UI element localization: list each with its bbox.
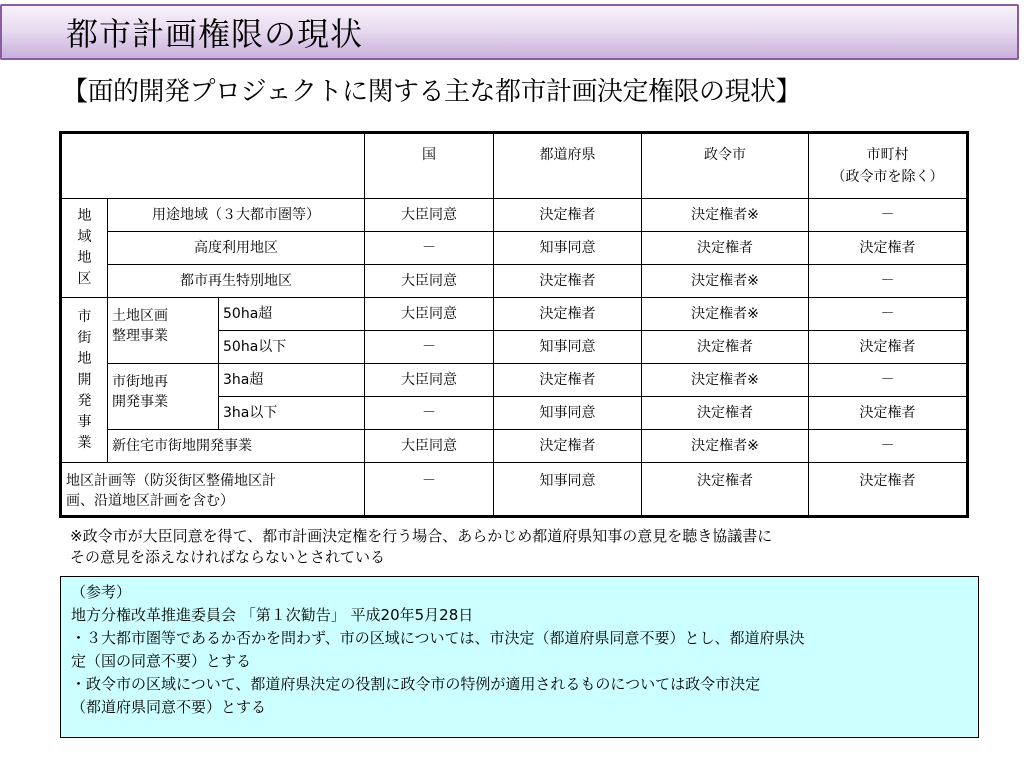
cell-todofuken: 決定権者 (494, 265, 642, 298)
header-todofuken: 都道府県 (494, 133, 642, 199)
footnote-line2: その意見を添えなければならないとされている (70, 548, 386, 566)
cell-kuni: 大臣同意 (365, 430, 494, 463)
cell-todofuken: 知事同意 (494, 463, 642, 517)
cell-shichoson: － (809, 199, 968, 232)
size-kukaku-over: 50ha超 (219, 298, 365, 331)
reference-bullet2-line1: ・政令市の区域について、都道府県決定の役割に政令市の特例が適用されるものについては政令市決定 (71, 675, 761, 693)
cell-shichoson: 決定権者 (809, 463, 968, 517)
cell-seireishi: 決定権者※ (642, 199, 809, 232)
reference-bullet1-line2: 定（国の同意不要）とする (71, 652, 252, 670)
cell-kuni: － (365, 463, 494, 517)
cell-seireishi: 決定権者※ (642, 430, 809, 463)
slide-title: 都市計画権限の現状 (66, 15, 364, 53)
row-label-yoto: 用途地域（３大都市圏等） (108, 199, 365, 232)
title-bar (0, 4, 1019, 60)
cell-shichoson: － (809, 265, 968, 298)
cell-todofuken: 決定権者 (494, 364, 642, 397)
cell-kuni: 大臣同意 (365, 199, 494, 232)
size-saikaihatsu-under: 3ha以下 (219, 397, 365, 430)
reference-bullet1-line1: ・３大都市圏等であるか否かを問わず、市の区域については、市決定（都道府県同意不要）とし、都道府県決 (71, 629, 805, 647)
reference-bullet2-line2: （都道府県同意不要）とする (71, 698, 267, 716)
cell-shichoson: 決定権者 (809, 331, 968, 364)
cell-shichoson: － (809, 298, 968, 331)
cell-seireishi: 決定権者 (642, 397, 809, 430)
cell-todofuken: 決定権者 (494, 298, 642, 331)
cell-shichoson: － (809, 430, 968, 463)
row-label-kodo: 高度利用地区 (108, 232, 365, 265)
header-corner-cell (61, 133, 365, 199)
reference-heading: （参考） (71, 583, 132, 601)
cell-kuni: － (365, 331, 494, 364)
table-row (61, 364, 968, 397)
cell-todofuken: 知事同意 (494, 397, 642, 430)
cell-shichoson: － (809, 364, 968, 397)
cell-kuni: 大臣同意 (365, 265, 494, 298)
header-shichoson-line1: 市町村 (866, 147, 909, 163)
table-row (61, 298, 968, 331)
authority-table (59, 131, 969, 518)
cell-kuni: 大臣同意 (365, 364, 494, 397)
header-kuni: 国 (365, 133, 494, 199)
footnote (70, 526, 970, 568)
cell-kuni: － (365, 232, 494, 265)
cell-seireishi: 決定権者※ (642, 298, 809, 331)
cell-todofuken: 知事同意 (494, 331, 642, 364)
cell-kuni: 大臣同意 (365, 298, 494, 331)
reference-box (60, 576, 979, 738)
cell-seireishi: 決定権者※ (642, 364, 809, 397)
cell-seireishi: 決定権者 (642, 463, 809, 517)
row-label-shinjutaku: 新住宅市街地開発事業 (108, 430, 365, 463)
header-shichoson-line2: （政令市を除く） (831, 169, 944, 185)
cell-seireishi: 決定権者 (642, 331, 809, 364)
cell-todofuken: 知事同意 (494, 232, 642, 265)
table-row (61, 430, 968, 463)
cell-todofuken: 決定権者 (494, 430, 642, 463)
header-shichoson (809, 133, 968, 199)
row-label-chikukeikaku: 地区計画等（防災街区整備地区計 画、沿道地区計画を含む） (61, 463, 365, 517)
table-row (61, 199, 968, 232)
table-row (61, 265, 968, 298)
reference-source: 地方分権改革推進委員会 「第１次勧告」 平成20年5月28日 (71, 606, 474, 624)
footnote-line1: ※政令市が大臣同意を得て、都市計画決定権を行う場合、あらかじめ都道府県知事の意見を聴き協議書に (70, 527, 773, 545)
row-label-kukaku: 土地区画 整理事業 (108, 298, 219, 364)
group-label-shigaichi-kaihatsu: 市 街 地 開 発 事 業 (61, 298, 108, 463)
size-saikaihatsu-over: 3ha超 (219, 364, 365, 397)
slide-subtitle: 【面的開発プロジェクトに関する主な都市計画決定権限の現状】 (62, 77, 801, 107)
row-label-saikaihatsu: 市街地再 開発事業 (108, 364, 219, 430)
header-seireishi: 政令市 (642, 133, 809, 199)
size-kukaku-under: 50ha以下 (219, 331, 365, 364)
cell-kuni: － (365, 397, 494, 430)
table-row (61, 232, 968, 265)
cell-shichoson: 決定権者 (809, 232, 968, 265)
cell-shichoson: 決定権者 (809, 397, 968, 430)
cell-seireishi: 決定権者 (642, 232, 809, 265)
cell-todofuken: 決定権者 (494, 199, 642, 232)
cell-seireishi: 決定権者※ (642, 265, 809, 298)
table-header-row (61, 133, 968, 199)
group-label-chiiki-chiku: 地 域 地 区 (61, 199, 108, 298)
table-row (61, 463, 968, 517)
row-label-saisei: 都市再生特別地区 (108, 265, 365, 298)
